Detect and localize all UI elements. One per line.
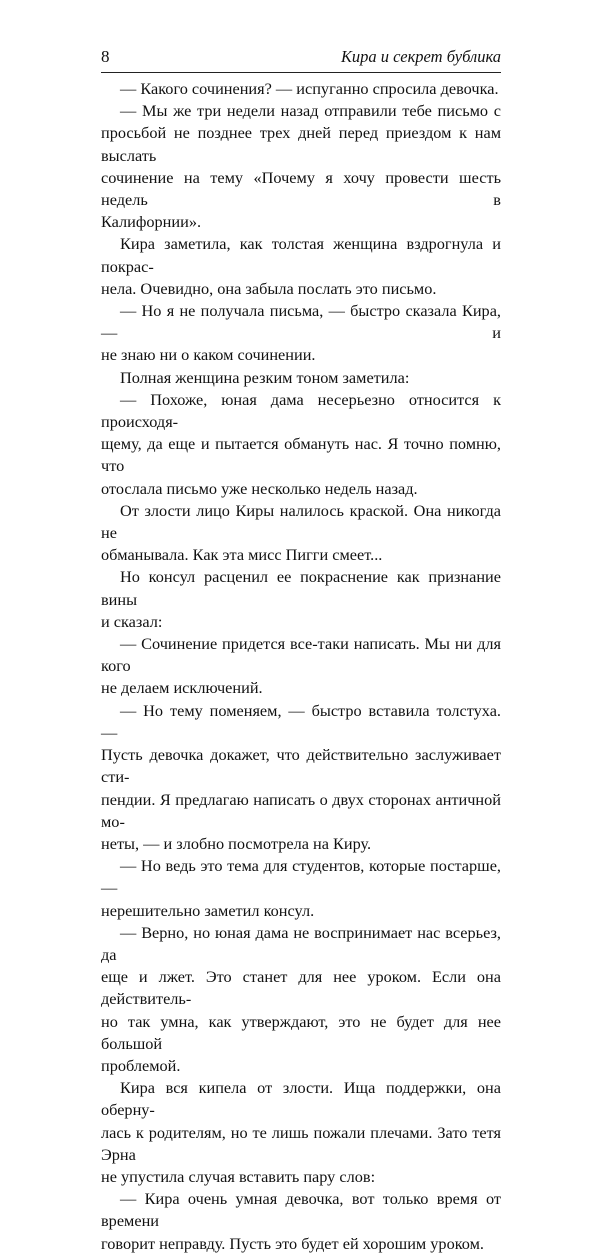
text-line: — Верно, но юная дама не воспринимает нас всерьез, да	[101, 922, 501, 964]
paragraph	[101, 855, 501, 922]
paragraph	[101, 300, 501, 367]
paragraph	[101, 500, 501, 567]
paragraph	[101, 922, 501, 1077]
text-line: Кира заметила, как толстая женщина вздрогнула и покрас-	[101, 234, 501, 276]
paragraph	[101, 633, 501, 700]
paragraph	[101, 566, 501, 633]
running-title: Кира и секрет бублика	[340, 47, 501, 66]
text-line: — Сочинение придется все-таки написать. Мы ни для кого	[101, 634, 501, 676]
paragraph	[101, 700, 501, 855]
paragraph	[101, 100, 501, 233]
paragraph	[101, 233, 501, 300]
paragraph	[101, 78, 501, 100]
text-line: Калифорнии».	[101, 212, 202, 232]
text-line: говорит неправду. Пусть это будет ей хорошим уроком.	[101, 1233, 484, 1253]
text-line: Кира вся кипела от злости. Ища поддержки, она оберну-	[101, 1078, 501, 1120]
paragraph	[101, 389, 501, 500]
text-line: нерешительно заметил консул.	[101, 900, 315, 920]
text-line: отослала письмо уже несколько недель назад.	[101, 478, 418, 498]
text-line: — Но тему поменяем, — быстро вставила толстуха. —	[101, 700, 501, 742]
text-line: — Кира очень умная девочка, вот только время от времени	[101, 1189, 501, 1231]
text-line: Но консул расценил ее покраснение как признание вины	[101, 567, 501, 609]
paragraph	[101, 1077, 501, 1188]
text-line: Полная женщина резким тоном заметила:	[120, 367, 410, 387]
text-line: пендии. Я предлагаю написать о двух сторонах античной мо-	[101, 789, 501, 831]
text-line: щему, да еще и пытается обмануть нас. Я точно помню, что	[101, 434, 501, 476]
text-line: не знаю ни о каком сочинении.	[101, 345, 316, 365]
text-line: От злости лицо Киры налилось краской. Она никогда не	[101, 500, 501, 543]
header-rule	[101, 72, 501, 73]
text-line: проблемой.	[101, 1055, 181, 1075]
text-line: еще и лжет. Это станет для нее уроком. Если она действитель-	[101, 967, 501, 1009]
text-line: не упустила случая вставить пару слов:	[101, 1166, 376, 1186]
text-line: сочинение на тему «Почему я хочу провести шесть недель в	[101, 167, 501, 210]
paragraph	[101, 367, 501, 389]
text-line: — Похоже, юная дама несерьезно относится к происходя-	[101, 389, 501, 432]
text-line: лась к родителям, но те лишь пожали плечами. Зато тетя Эрна	[101, 1122, 501, 1164]
text-line: и сказал:	[101, 611, 163, 631]
page-number: 8	[101, 47, 110, 66]
text-line: не делаем исключений.	[101, 678, 263, 698]
text-line: — Но ведь это тема для студентов, которые постарше, —	[101, 856, 501, 898]
text-line: нела. Очевидно, она забыла послать это письмо.	[101, 278, 437, 298]
paragraph	[101, 1188, 501, 1255]
text-line: — Мы же три недели назад отправили тебе письмо с	[120, 101, 501, 121]
text-line: — Но я не получала письма, — быстро сказала Кира, — и	[101, 301, 501, 343]
text-line: Пусть девочка докажет, что действительно заслуживает сти-	[101, 745, 501, 787]
text-line: но так умна, как утверждают, это не будет для нее большой	[101, 1011, 501, 1053]
text-line: просьбой не позднее трех дней перед приездом к нам выслать	[101, 123, 501, 165]
text-line: — Какого сочинения? — испуганно спросила девочка.	[120, 79, 499, 98]
page-header	[101, 47, 501, 71]
body-text	[101, 78, 501, 1255]
text-line: обманывала. Как эта мисс Пигги смеет...	[101, 545, 383, 565]
text-line: неты, — и злобно посмотрела на Киру.	[101, 833, 372, 853]
